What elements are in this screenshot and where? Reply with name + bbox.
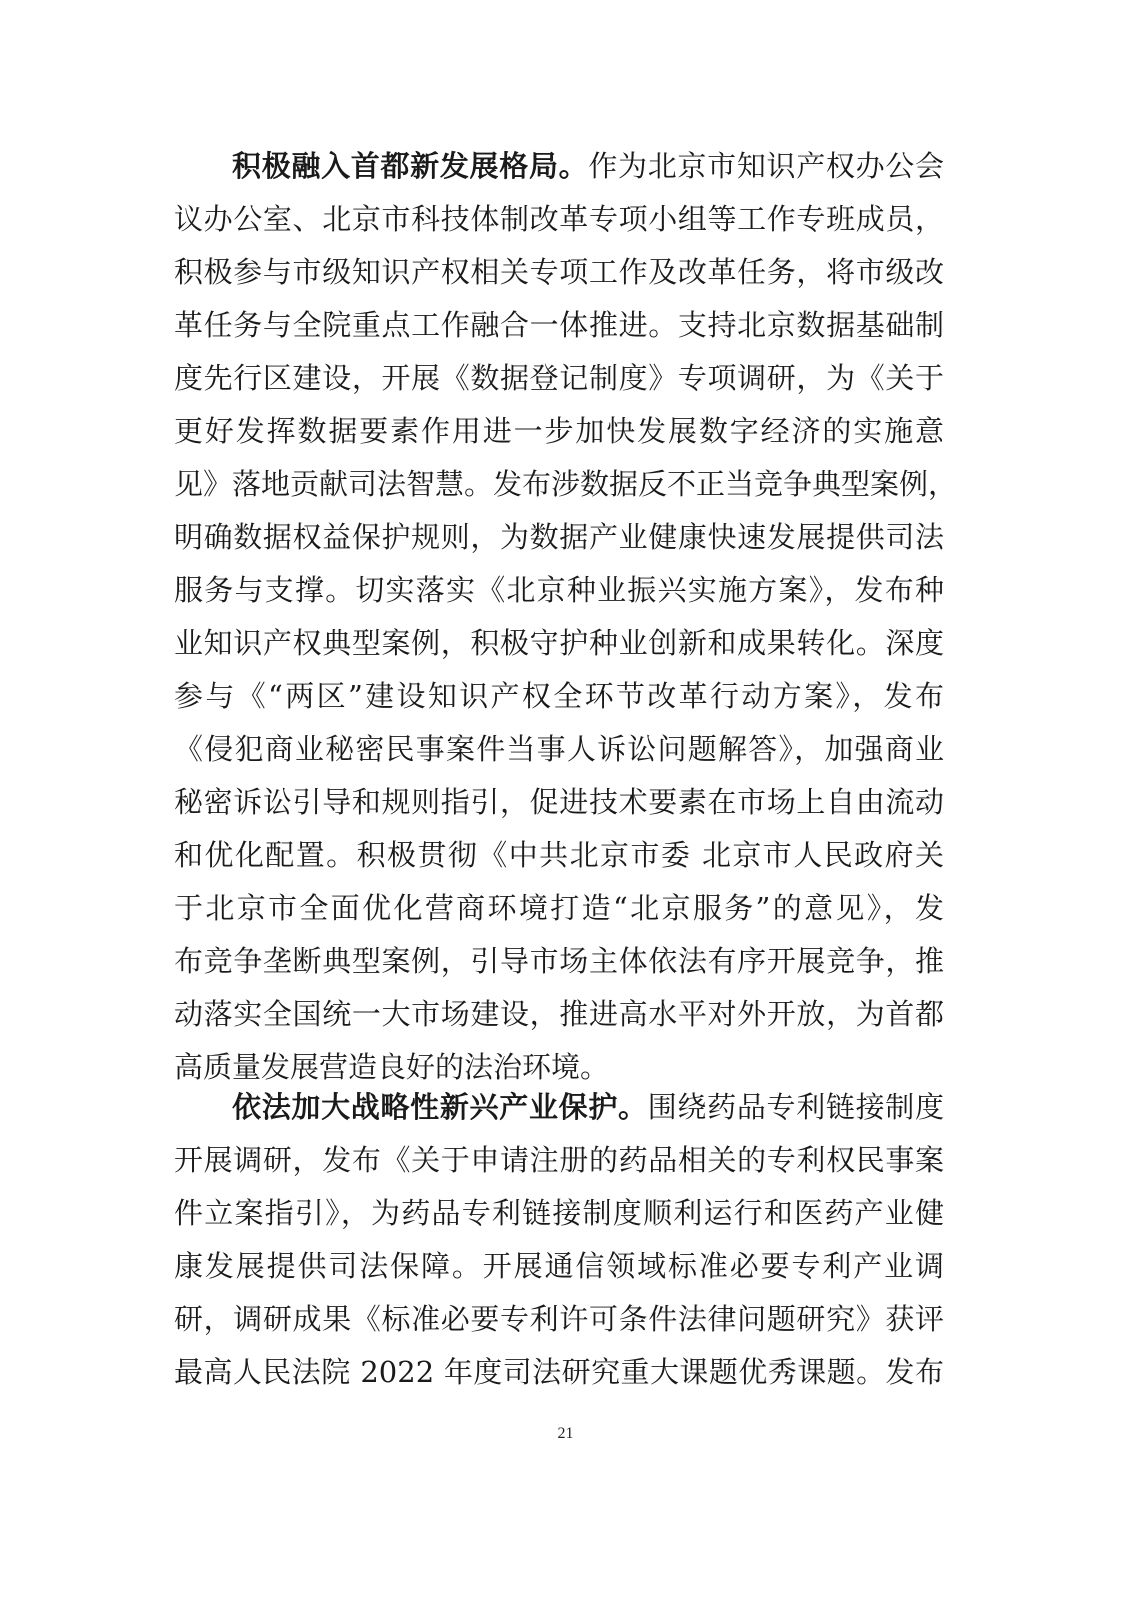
- text-line: 件立案指引》，为药品专利链接制度顺利运行和医药产业健: [174, 1196, 944, 1230]
- text-line: 见》落地贡献司法智慧。发布涉数据反不正当竞争典型案例，: [174, 467, 958, 501]
- text-line: 和优化配置。积极贯彻《中共北京市委 北京市人民政府关: [174, 838, 944, 872]
- text-line: 秘密诉讼引导和规则指引，促进技术要素在市场上自由流动: [174, 785, 944, 819]
- text-line: 业知识产权典型案例，积极守护种业创新和成果转化。深度: [174, 626, 944, 660]
- text-line: 度先行区建设，开展《数据登记制度》专项调研，为《关于: [174, 361, 944, 395]
- text-line: 更好发挥数据要素作用进一步加快发展数字经济的实施意: [174, 414, 944, 448]
- text-line: 作为北京市知识产权办公会: [588, 149, 944, 183]
- paragraph-first-line: [174, 140, 944, 193]
- text-line: 康发展提供司法保障。开展通信领域标准必要专利产业调: [174, 1249, 944, 1283]
- text-line: 《侵犯商业秘密民事案件当事人诉讼问题解答》，加强商业: [174, 732, 944, 766]
- text-line: 动落实全国统一大市场建设，推进高水平对外开放，为首都: [174, 997, 944, 1031]
- paragraph-integrate-capital: [174, 140, 958, 1094]
- text-line: 革任务与全院重点工作融合一体推进。支持北京数据基础制: [174, 308, 944, 342]
- paragraph-first-line: [174, 1081, 944, 1134]
- text-line: 围绕药品专利链接制度: [647, 1090, 944, 1124]
- text-line: 参与《“两区”建设知识产权全环节改革行动方案》，发布: [174, 679, 944, 713]
- text-line: 最高人民法院 2022 年度司法研究重大课题优秀课题。发布: [174, 1355, 944, 1389]
- text-line: 明确数据权益保护规则，为数据产业健康快速发展提供司法: [174, 520, 944, 554]
- text-line: 服务与支撑。切实落实《北京种业振兴实施方案》，发布种: [174, 573, 944, 607]
- text-line: 研，调研成果《标准必要专利许可条件法律问题研究》获评: [174, 1302, 944, 1336]
- paragraph-lead: 积极融入首都新发展格局。: [232, 149, 589, 183]
- page-number: 21: [557, 1425, 574, 1442]
- text-line: 高质量发展营造良好的法治环境。: [174, 1050, 610, 1084]
- text-line: 布竞争垄断典型案例，引导市场主体依法有序开展竞争，推: [174, 944, 944, 978]
- paragraph-lead: 依法加大战略性新兴产业保护。: [232, 1090, 648, 1124]
- text-line: 开展调研，发布《关于申请注册的药品相关的专利权民事案: [174, 1143, 944, 1177]
- paragraph-emerging-industries: [174, 1081, 944, 1399]
- text-line: 于北京市全面优化营商环境打造“北京服务”的意见》，发: [174, 891, 944, 925]
- text-line: 积极参与市级知识产权相关专项工作及改革任务，将市级改: [174, 255, 944, 289]
- text-line: 议办公室、北京市科技体制改革专项小组等工作专班成员，: [174, 202, 944, 236]
